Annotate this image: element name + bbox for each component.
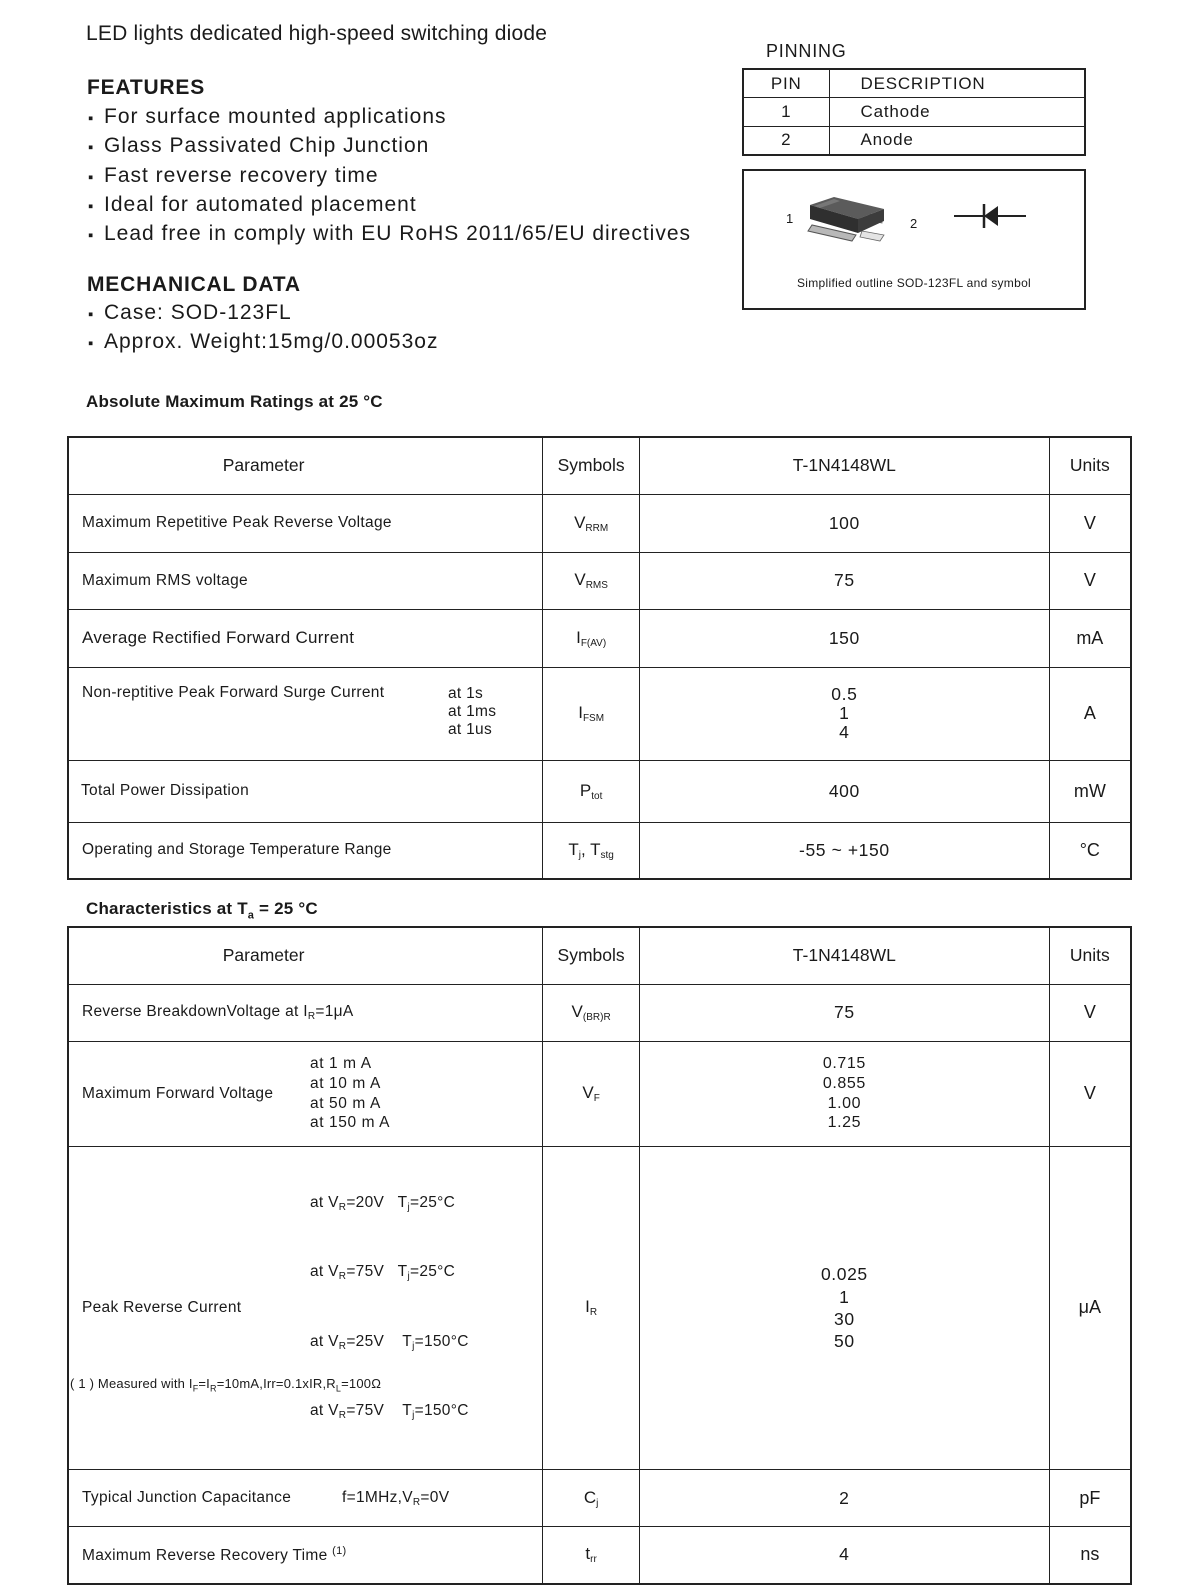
unit-cell: mA [1049,609,1131,667]
mechanical-list [88,298,438,357]
condition-suffix: =0V [420,1488,450,1506]
condition-line: at 50 m A [310,1094,381,1112]
feature-item: ▪ Ideal for automated placement [88,190,691,219]
symbol-subscript: j [578,849,581,861]
condition-subscript: R [338,1409,347,1421]
symbol-subscript: R [589,1307,598,1319]
footnote-subscript: L [335,1383,342,1394]
feature-item: ▪ Glass Passivated Chip Junction [88,131,691,160]
symbol-cell [543,760,640,822]
symbol-subscript: RMS [585,580,608,591]
footnote [70,1376,381,1394]
value-line: 50 [834,1331,855,1351]
condition-text: =75V T [346,1401,413,1419]
footnote-text: =10mA,Irr=0.1xIR,R [216,1376,336,1391]
symbol-text: V [582,1083,594,1102]
symbol-text: V [571,1002,583,1021]
symbol-subscript: FSM [582,713,605,724]
mechanical-item: ▪ Approx. Weight:15mg/0.00053oz [88,327,438,356]
condition-text: at V [310,1194,339,1212]
condition-line: at 1us [448,721,493,739]
symbol-text: T [568,839,579,859]
ratings-table [67,436,1132,880]
symbol-subscript: j [596,1497,599,1509]
symbol-subscript: F(AV) [580,637,607,649]
parameter-split [82,1489,542,1508]
symbol-text: I [578,703,583,722]
unit-cell: ns [1049,1527,1131,1584]
feature-item: ▪ Lead free in comply with EU RoHS 2011/65/EU directives [88,219,691,248]
condition-line [310,1400,469,1424]
condition-text: =25°C [409,1263,456,1281]
parameter-header: Parameter [68,437,543,494]
value-line: 0.5 [831,684,858,705]
conditions-list [310,1147,469,1470]
parameter-header: Parameter [68,927,543,984]
pinning-table [742,68,1086,156]
value-cell: 2 [640,1470,1050,1527]
pin-number: 2 [743,126,829,155]
units-header: Units [1049,437,1131,494]
unit-cell: V [1049,494,1131,552]
conditions-list [448,684,496,740]
symbol-text: t [585,1544,591,1564]
value-cell: 400 [640,760,1050,822]
symbol-cell [543,609,640,667]
parameter-text: Maximum Forward Voltage [82,1084,274,1102]
diode-symbol-icon [954,201,1026,231]
diagram-pin2-label: 2 [910,216,918,231]
units-header: Units [1049,927,1131,984]
symbol-text: , T [581,839,601,859]
characteristics-title-subscript: a [247,909,255,922]
parameter-cell: Average Rectified Forward Current [68,609,543,667]
table-row [68,494,1131,552]
condition-text: at V [310,1401,339,1419]
characteristics-title [86,899,318,921]
symbol-cell [543,1527,640,1584]
table-row [68,667,1131,760]
value-cell: -55 ~ +150 [640,822,1050,879]
symbol-text: V [574,512,586,532]
symbol-text: C [583,1487,597,1507]
condition-subscript: j [407,1202,410,1214]
value-cell: 4 [640,1527,1050,1584]
parameter-cell [68,984,543,1041]
symbols-header: Symbols [543,437,640,494]
unit-cell: pF [1049,1470,1131,1527]
parameter-split [82,1147,542,1470]
parameter-cell [68,1470,543,1527]
value-line: 1 [839,1286,850,1307]
symbol-text: P [579,780,592,800]
symbol-subscript: rr [590,1554,597,1566]
parameter-text-suffix: =1μA [315,1003,354,1020]
condition-text: =25V T [346,1332,413,1350]
footnote-text: =I [198,1376,210,1391]
parameter-cell [68,1146,543,1470]
value-cell [640,1041,1050,1146]
characteristics-header-row [68,927,1131,984]
characteristics-title-suffix: = 25 °C [254,899,318,918]
parameter-text: Reverse BreakdownVoltage at I [82,1003,308,1020]
features-heading: FEATURES [87,76,206,99]
condition-prefix: f=1MHz,V [342,1488,413,1506]
characteristics-title-text: Characteristics at T [86,899,248,918]
condition-subscript: R [412,1496,421,1508]
condition-line: at 1s [448,684,484,702]
footnote-subscript: F [192,1383,199,1394]
table-row [68,1146,1131,1470]
value-line: 30 [834,1308,855,1329]
value-cell [640,1146,1050,1470]
condition-subscript: R [338,1340,347,1352]
condition-line: at 10 m A [310,1074,381,1092]
table-row [68,1041,1131,1146]
characteristics-table [67,926,1132,1585]
symbol-cell [543,1041,640,1146]
value-line: 0.715 [822,1055,866,1073]
mechanical-item: ▪ Case: SOD-123FL [88,298,438,327]
symbol-subscript: tot [591,790,603,802]
footnote-text: =100Ω [341,1376,382,1391]
diagram-pin1-label: 1 [786,211,794,226]
part-number-header: T-1N4148WL [640,927,1050,984]
value-line: 1.25 [827,1114,862,1132]
value-cell: 100 [640,494,1050,552]
parameter-cell: Maximum Repetitive Peak Reverse Voltage [68,494,543,552]
sod123fl-package-icon [800,191,890,245]
value-cell: 75 [640,984,1050,1041]
parameter-text: Non-reptitive Peak Forward Surge Current [82,683,385,701]
symbol-subscript: RRM [585,522,609,534]
footnote-subscript: R [210,1383,217,1394]
symbol-text: I [585,1297,590,1317]
pin-description: Anode [829,126,1085,155]
unit-cell: μA [1049,1146,1131,1470]
feature-item: ▪ Fast reverse recovery time [88,161,691,190]
part-number-header: T-1N4148WL [640,437,1050,494]
symbol-text: V [574,570,586,589]
symbol-cell [543,1146,640,1470]
parameter-subscript: R [307,1011,316,1022]
condition-text: =150°C [414,1332,469,1350]
pin-description: Cathode [829,98,1085,127]
document-title: LED lights dedicated high-speed switching diode [86,22,548,45]
value-cell: 150 [640,609,1050,667]
condition-subscript: j [412,1409,415,1421]
value-cell: 75 [640,552,1050,609]
symbol-cell [543,552,640,609]
condition-text: =150°C [414,1401,469,1419]
condition-text [342,1489,449,1508]
parameter-split [82,1054,542,1132]
condition-line: at 150 m A [310,1114,391,1132]
symbol-cell [543,822,640,879]
footnote-marker: (1) [332,1544,347,1557]
table-row [68,760,1131,822]
footnote-text: ( 1 ) Measured with I [70,1376,193,1391]
condition-line [310,1192,469,1216]
table-row [68,1527,1131,1584]
table-row [68,609,1131,667]
mechanical-heading: MECHANICAL DATA [87,273,301,296]
description-header: DESCRIPTION [829,69,1085,98]
pinning-label: PINNING [766,41,847,61]
condition-line: at 1 m A [310,1055,372,1073]
value-line: 0.025 [820,1264,868,1285]
value-line: 0.855 [822,1074,866,1092]
condition-subscript: R [338,1271,347,1283]
condition-subscript: R [338,1202,347,1214]
condition-text: =20V T [346,1194,408,1212]
unit-cell: A [1049,667,1131,760]
parameter-text: Typical Junction Capacitance [82,1489,292,1507]
outline-caption: Simplified outline SOD-123FL and symbol [796,276,1032,290]
unit-cell: mW [1049,760,1131,822]
pinning-row [743,126,1085,155]
value-cell [640,667,1050,760]
table-row [68,822,1131,879]
condition-text: =25°C [409,1194,456,1212]
symbol-subscript: (BR)R [582,1012,611,1023]
unit-cell: V [1049,1041,1131,1146]
package-outline-box [742,169,1086,310]
table-row [68,984,1131,1041]
pin-number: 1 [743,98,829,127]
condition-subscript: j [407,1271,410,1283]
condition-line [310,1331,469,1355]
parameter-text: Maximum Reverse Recovery Time [82,1546,328,1564]
unit-cell: V [1049,552,1131,609]
features-list [88,102,691,248]
unit-cell: °C [1049,822,1131,879]
parameter-split [82,684,542,740]
symbol-cell [543,667,640,760]
value-line: 4 [839,721,850,742]
condition-subscript: j [412,1340,415,1352]
ratings-header-row [68,437,1131,494]
value-line: 1.00 [827,1094,862,1112]
symbol-subscript: stg [600,849,614,861]
table-row [68,552,1131,609]
parameter-cell: Operating and Storage Temperature Range [68,822,543,879]
parameter-cell [68,1041,543,1146]
pinning-header-row [743,69,1085,98]
pin-header: PIN [743,69,829,98]
condition-line [310,1261,469,1285]
condition-line: at 1ms [448,702,497,720]
symbol-text: I [576,627,581,647]
feature-item: ▪ For surface mounted applications [88,102,691,131]
condition-text: at V [310,1332,339,1350]
table-row [68,1470,1131,1527]
condition-text: =75V T [346,1263,408,1281]
parameter-cell: Total Power Dissipation [68,760,543,822]
symbol-cell [543,984,640,1041]
ratings-title: Absolute Maximum Ratings at 25 °C [86,392,383,411]
symbol-cell [543,1470,640,1527]
parameter-cell: Maximum RMS voltage [68,552,543,609]
condition-text: at V [310,1263,339,1281]
symbol-cell [543,494,640,552]
symbols-header: Symbols [543,927,640,984]
unit-cell: V [1049,984,1131,1041]
pinning-row [743,98,1085,127]
parameter-cell [68,1527,543,1584]
symbol-subscript: F [593,1093,600,1104]
value-line: 1 [839,703,850,724]
conditions-list [310,1054,390,1132]
parameter-text: Peak Reverse Current [82,1298,242,1316]
parameter-cell [68,667,543,760]
